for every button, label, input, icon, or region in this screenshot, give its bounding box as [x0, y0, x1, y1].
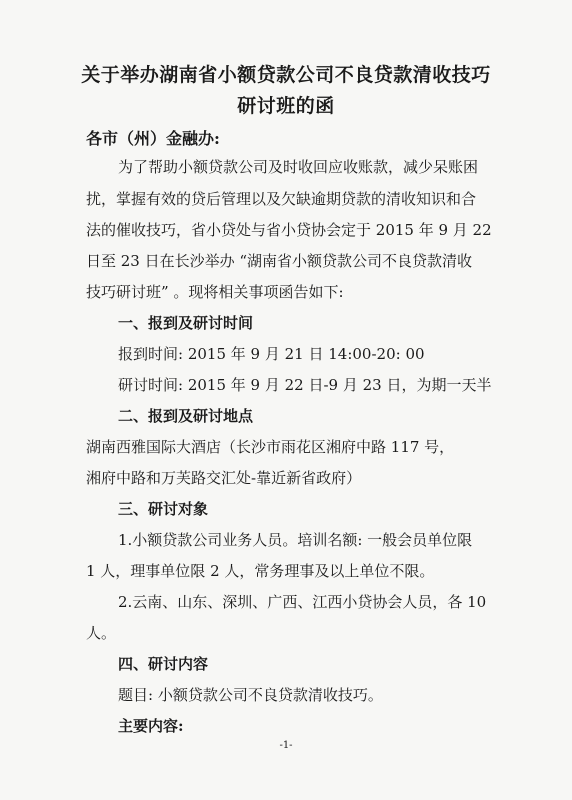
seminar-time-line: 研讨时间: 2015 年 9 月 22 日-9 月 23 日，为期一天半 [118, 376, 492, 394]
audience-line: 1 人，理事单位限 2 人，常务理事及以上单位不限。 [86, 562, 435, 580]
section-heading-content: 四、研讨内容 [118, 655, 209, 673]
page-number: -1- [279, 740, 293, 751]
section-heading-time: 一、报到及研讨时间 [118, 314, 254, 332]
section-heading-audience: 三、研讨对象 [118, 500, 209, 518]
document-title-line-1: 关于举办湖南省小额贷款公司不良贷款清收技巧 [81, 64, 491, 86]
addressee: 各市（州）金融办: [86, 129, 220, 148]
audience-line: 2.云南、山东、深圳、广西、江西小贷协会人员，各 10 [118, 593, 487, 611]
report-time-line: 报到时间: 2015 年 9 月 21 日 14:00-20: 00 [118, 345, 425, 363]
intro-line: 扰，掌握有效的贷后管理以及欠缺逾期贷款的清收知识和合 [86, 190, 477, 208]
content-main-label: 主要内容: [118, 717, 184, 735]
audience-line: 人。 [86, 624, 117, 642]
intro-line: 技巧研讨班” 。现将相关事项函告如下: [86, 283, 344, 301]
audience-line: 1.小额贷款公司业务人员。培训名额: 一般会员单位限 [118, 531, 473, 549]
intro-line: 日至 23 日在长沙举办 “湖南省小额贷款公司不良贷款清收 [86, 252, 473, 270]
intro-line: 法的催收技巧，省小贷处与省小贷协会定于 2015 年 9 月 22 [86, 221, 492, 239]
location-line: 湘府中路和万芙路交汇处-靠近新省政府） [86, 469, 362, 487]
content-topic-line: 题目: 小额贷款公司不良贷款清收技巧。 [118, 686, 383, 704]
document-title-line-2: 研讨班的函 [237, 95, 335, 117]
location-line: 湖南西雅国际大酒店（长沙市雨花区湘府中路 117 号， [86, 438, 455, 456]
section-heading-location: 二、报到及研讨地点 [118, 407, 254, 425]
intro-line: 为了帮助小额贷款公司及时收回应收账款，减少呆账困 [118, 158, 479, 176]
